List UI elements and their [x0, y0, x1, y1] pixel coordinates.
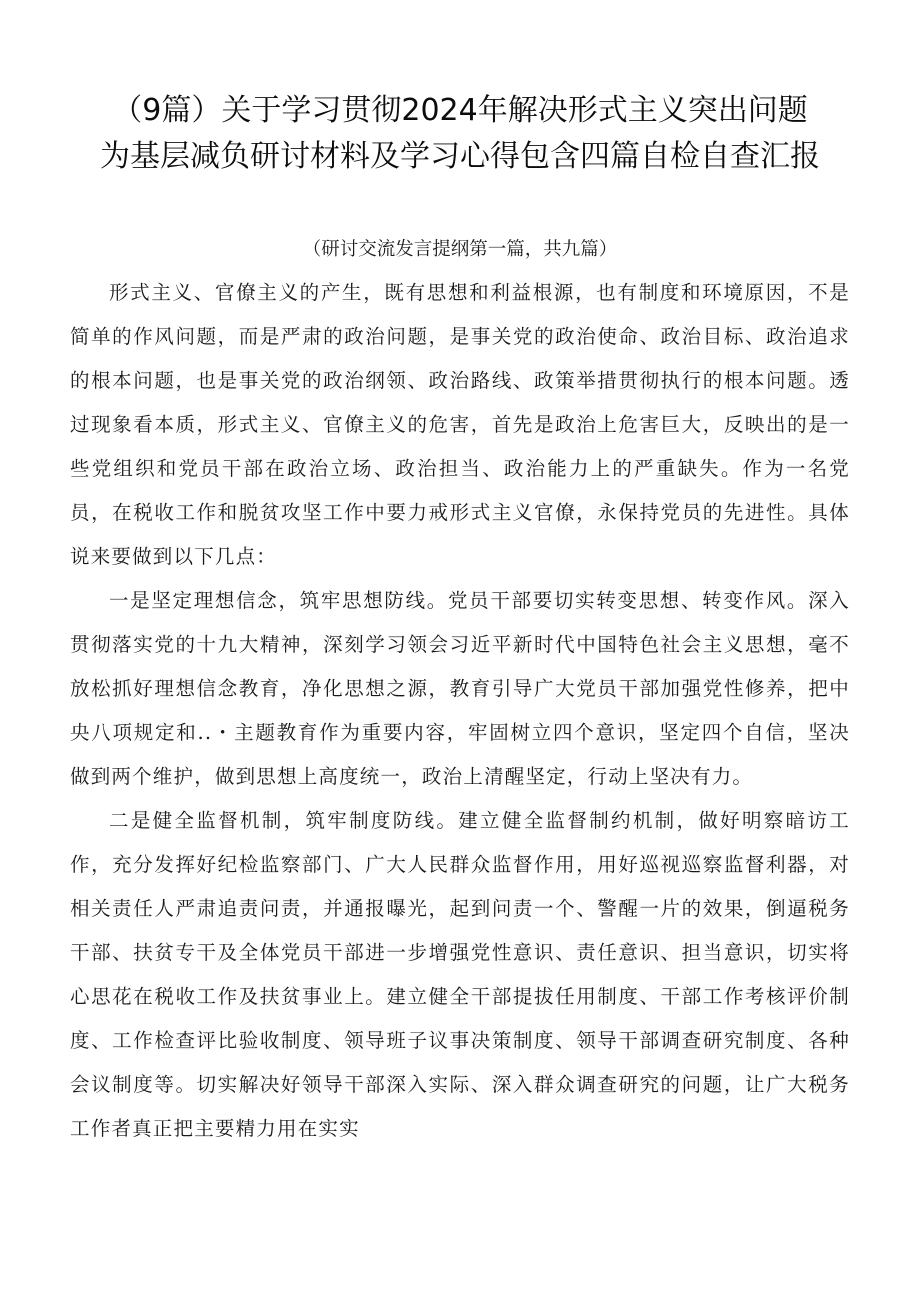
title-line-2: 为基层减负研讨材料及学习心得包含四篇自检自查汇报 [100, 139, 820, 174]
paragraph-1: 形式主义、官僚主义的产生，既有思想和利益根源，也有制度和环境原因，不是简单的作风问题，而是严肃的政治问题，是事关党的政治使命、政治目标、政治追求的根本问题，也是事关党的政治纲领、政治路线、政策举措贯彻执行的根本问题。透过现象看本质，形式主义、官僚主义的危害，首先是政治上危害巨大，反映出的是一些党组织和党员干部在政治立场、政治担当、政治能力上的严重缺失。作为一名党员，在税收工作和脱贫攻坚工作中要力戒形式主义官僚，永保持党员的先进性。具体说来要做到以下几点： [70, 281, 850, 568]
document-subtitle: （研讨交流发言提纲第一篇，共九篇） [302, 239, 618, 260]
paragraph-3: 二是健全监督机制，筑牢制度防线。建立健全监督制约机制，做好明察暗访工作，充分发挥好纪检监察部门、广大人民群众监督作用，用好巡视巡察监督利器，对相关责任人严肃追责问责，并通报曝光，起到问责一个、警醒一片的效果，倒逼税务干部、扶贫专干及全体党员干部进一步增强党性意识、责任意识、担当意识，切实将心思花在税收工作及扶贫事业上。建立健全干部提拔任用制度、干部工作考核评价制度、工作检查评比验收制度、领导班子议事决策制度、领导干部调查研究制度、各种会议制度等。切实解决好领导干部深入实际、深入群众调查研究的问题，让广大税务工作者真正把主要精力用在实实 [70, 809, 850, 1140]
paragraph-2: 一是坚定理想信念，筑牢思想防线。党员干部要切实转变思想、转变作风。深入贯彻落实党的十九大精神，深刻学习领会习近平新时代中国特色社会主义思想，毫不放松抓好理想信念教育，净化思想之源，教育引导广大党员干部加强党性修养，把中央八项规定和..・主题教育作为重要内容，牢固树立四个意识，坚定四个自信，坚决做到两个维护，做到思想上高度统一，政治上清醒坚定，行动上坚决有力。 [70, 589, 850, 788]
title-line-1: （9篇）关于学习贯彻2024年解决形式主义突出问题 [112, 93, 808, 128]
document-title [70, 88, 850, 180]
